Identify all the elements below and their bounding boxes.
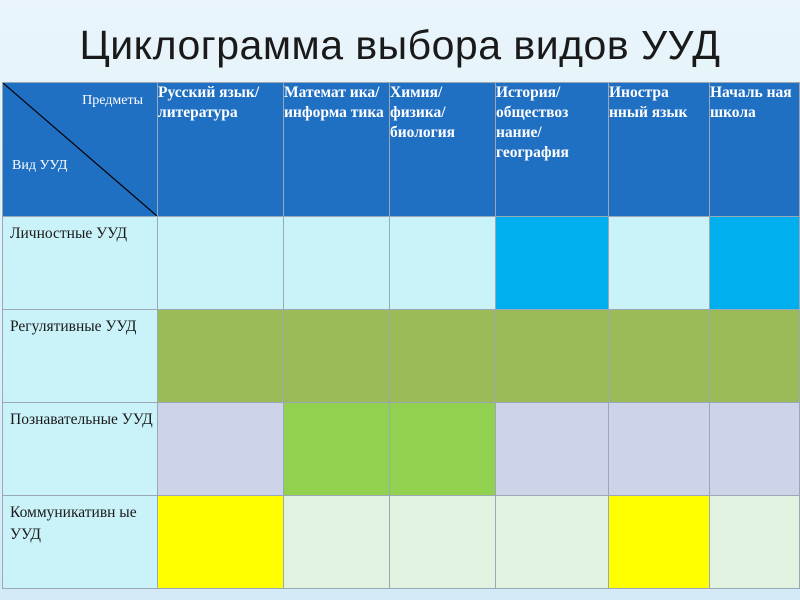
header-subject: Математ ика/ информа тика (284, 83, 390, 217)
header-row (3, 83, 800, 217)
table-cell (158, 403, 284, 496)
table-cell (710, 217, 800, 310)
row-label: Регулятивные УУД (3, 310, 158, 403)
table-cell (158, 217, 284, 310)
table-row (3, 403, 800, 496)
table-cell (710, 403, 800, 496)
header-subject: Иностра нный язык (609, 83, 710, 217)
table-cell (284, 217, 390, 310)
table-cell (609, 403, 710, 496)
page-title: Циклограмма выбора видов УУД (79, 22, 721, 68)
table-cell (609, 496, 710, 589)
table-cell (158, 310, 284, 403)
header-subjects-label: Предметы (82, 93, 143, 108)
diagonal-header-cell (3, 83, 158, 217)
table-cell (496, 217, 609, 310)
row-label: Познавательные УУД (3, 403, 158, 496)
table-cell (496, 310, 609, 403)
table-cell (609, 217, 710, 310)
header-subject: История/ обществоз нание/ география (496, 83, 609, 217)
table-cell (609, 310, 710, 403)
table-cell (496, 403, 609, 496)
table-cell (710, 310, 800, 403)
table-cell (390, 310, 496, 403)
table-row (3, 496, 800, 589)
header-subject: Русский язык/ литература (158, 83, 284, 217)
table-cell (390, 403, 496, 496)
table-cell (496, 496, 609, 589)
row-label: Коммуникативн ые УУД (3, 496, 158, 589)
header-subject: Началь ная школа (710, 83, 800, 217)
table-cell (284, 496, 390, 589)
table-cell (158, 496, 284, 589)
table-cell (284, 310, 390, 403)
table-cell (390, 496, 496, 589)
table-cell (284, 403, 390, 496)
table-cell (390, 217, 496, 310)
header-subject: Химия/ физика/ биология (390, 83, 496, 217)
uud-table (2, 82, 800, 589)
header-uud-type-label: Вид УУД (12, 158, 68, 173)
row-label: Личностные УУД (3, 217, 158, 310)
table-row (3, 217, 800, 310)
table-cell (710, 496, 800, 589)
table-row (3, 310, 800, 403)
